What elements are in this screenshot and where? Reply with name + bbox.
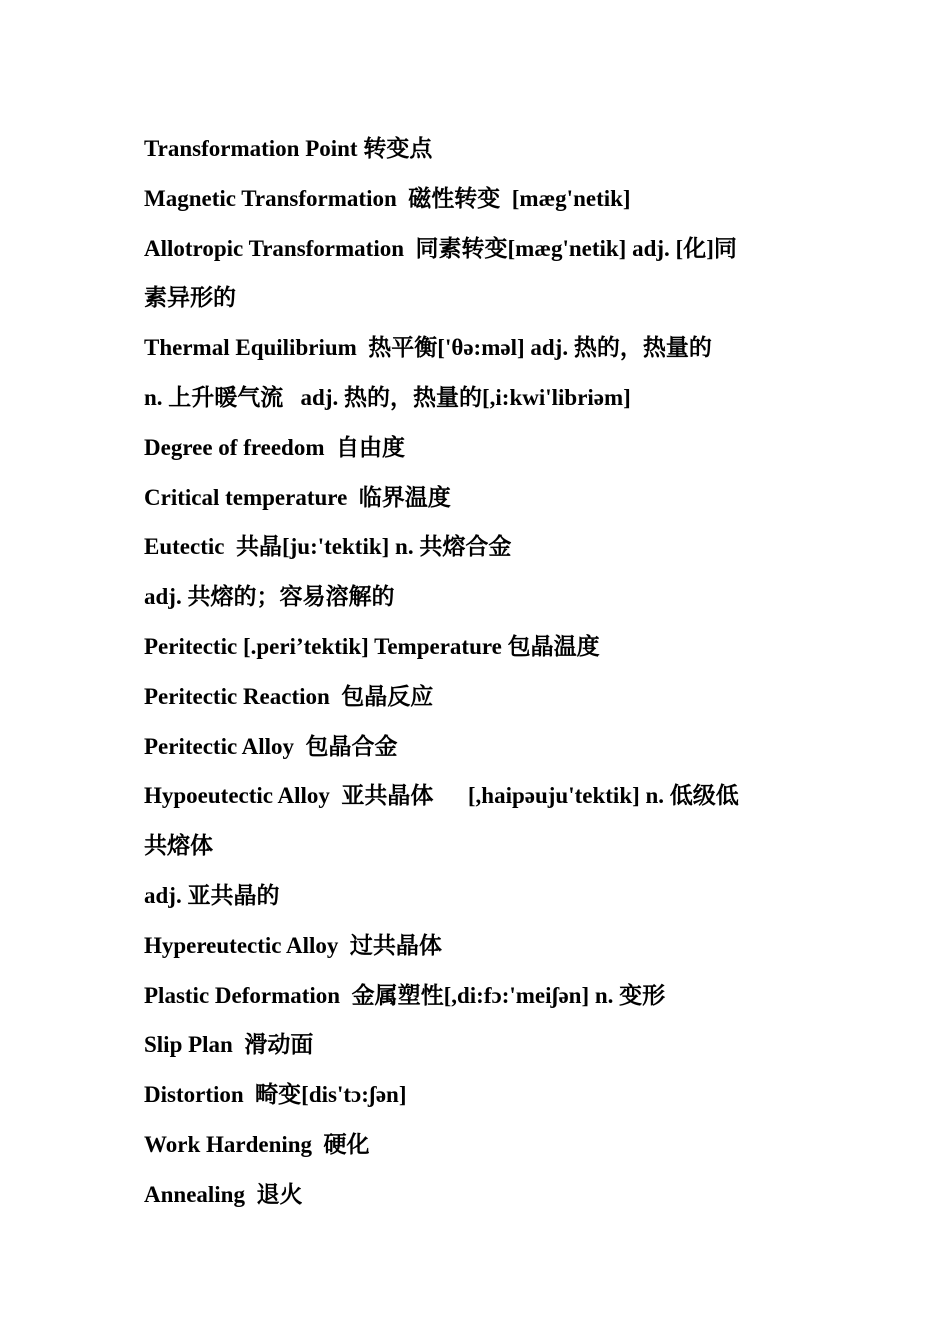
text-line: 共熔体 (144, 833, 213, 859)
text-line: Peritectic Reaction 包晶反应 (144, 683, 434, 709)
text-line: Plastic Deformation 金属塑性[,di:fɔ:'meiʃən] n. 变形 (144, 982, 666, 1008)
text-line: adj. 亚共晶的 (144, 882, 280, 908)
text-line: Eutectic 共晶[ju:'tektik] n. 共熔合金 (144, 534, 512, 560)
text-line: Transformation Point 转变点 (144, 136, 433, 161)
text-line: Critical temperature 临界温度 (144, 484, 451, 510)
text-line: Slip Plan 滑动面 (144, 1032, 314, 1058)
text-line: Degree of freedom 自由度 (144, 434, 406, 460)
text-line: adj. 共熔的；容易溶解的 (144, 584, 395, 610)
text-line: Hypoeutectic Alloy 亚共晶体 [,haipəuju'tektik] n. 低级低 (144, 783, 739, 809)
text-line: Magnetic Transformation 磁性转变 [mæg'netik] (144, 185, 631, 211)
text-line: Distortion 畸变[dis'tɔ:ʃən] (144, 1082, 407, 1108)
text-line: 素异形的 (144, 285, 236, 311)
document-page (144, 124, 824, 1220)
text-line: Annealing 退火 (144, 1181, 303, 1207)
text-line: n. 上升暖气流 adj. 热的，热量的[,i:kwi'libriəm] (144, 384, 631, 410)
text-line: Work Hardening 硬化 (144, 1131, 370, 1157)
text-line: Allotropic Transformation 同素转变[mæg'netik] adj. [化]同 (144, 235, 737, 261)
text-line: Peritectic Alloy 包晶合金 (144, 733, 398, 759)
text-line: Hypereutectic Alloy 过共晶体 (144, 932, 442, 958)
text-line: Thermal Equilibrium 热平衡['θə:məl] adj. 热的，热量的 (144, 335, 712, 361)
text-line: Peritectic [.peri’tektik] Temperature 包晶温度 (144, 633, 600, 659)
